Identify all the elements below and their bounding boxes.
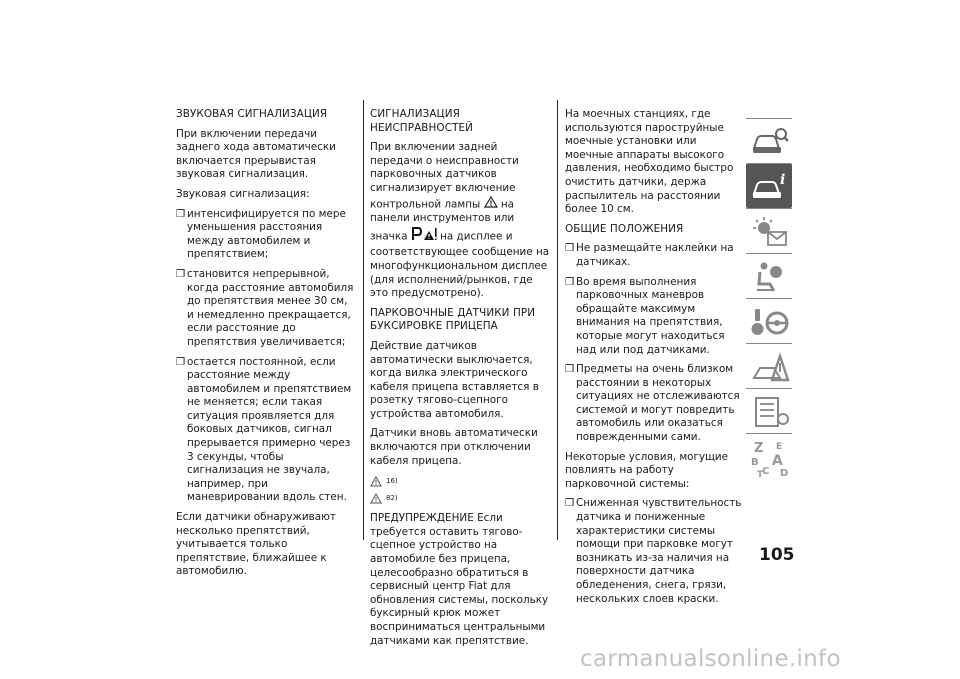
column-3 (565, 108, 745, 612)
heading-general: ОБЩИЕ ПОЛОЖЕНИЯ (565, 222, 684, 235)
paragraph: Датчики вновь автоматически включаются при отключении кабеля прицепа. (370, 427, 538, 467)
tab-emergency[interactable] (746, 343, 792, 388)
paragraph: Звуковая сигнализация: (176, 187, 310, 200)
list-item: ❒ остается постоянной, если расстояние между автомобилем и препятствием не меняется; если такая ситуация проявляется для боковых датчиков, сигнал прерывается примерно через 3 секунды, чтобы сигнализация не звучала, например, при маневрировании вдоль стен. (176, 355, 352, 504)
bullet-box-icon: ❒ (565, 275, 575, 288)
warning-triangle-icon (370, 493, 382, 504)
tab-safety[interactable] (746, 253, 792, 298)
steering-key-icon (750, 305, 790, 339)
page-number: 105 (759, 545, 795, 565)
tab-car-search[interactable] (746, 118, 792, 163)
column-divider-1 (363, 100, 364, 540)
chapter-sidebar (746, 118, 792, 536)
bullet-box-icon: ❒ (565, 242, 575, 255)
list-item: ❒ Во время выполнения парковочных маневров обращайте максимум внимания на препятствия, которые могут находиться над или под датчиками. (565, 275, 725, 356)
column-divider-2 (557, 100, 558, 540)
parking-sensor-fault-icon (411, 226, 437, 247)
svg-text:Z: Z (754, 441, 764, 456)
paragraph: При включении передачи заднего хода автоматически включается прерывистая звуковая сигнализация. (176, 127, 336, 181)
bullet-box-icon: ❒ (176, 267, 186, 280)
tab-warning-lights[interactable] (746, 208, 792, 253)
column-1 (176, 108, 356, 585)
roadside-triangle-icon (750, 350, 790, 384)
bullet-box-icon: ❒ (176, 355, 186, 368)
reference-note: 16) (370, 474, 550, 489)
bullet-box-icon: ❒ (176, 207, 186, 220)
paragraph: На моечных станциях, где используются пароструйные моечные установки или моечные аппараты высокого давления, необходимо быстро очистить датчики, держа распылитель на расстоянии более 10 см. (565, 108, 734, 216)
svg-text:D: D (780, 468, 789, 478)
watermark: carmanualsonline.info (580, 646, 841, 672)
svg-text:i: i (780, 172, 786, 188)
svg-text:T: T (757, 470, 764, 478)
paragraph: Действие датчиков автоматически выключается, когда вилка электрического кабеля прицепа вставляется в розетку тягово-сцепного устройства автомобиля. (370, 339, 539, 420)
alphabet-index-icon (750, 440, 790, 478)
bullet-box-icon: ❒ (565, 363, 575, 376)
car-search-icon (750, 125, 790, 159)
list-item: ❒ интенсифицируется по мере уменьшения расстояния между автомобилем и препятствием; (176, 207, 346, 261)
list-item: ❒ Сниженная чувствительность датчика и пониженные характеристики системы помощи при парковке могут возникать из-за наличия на поверхности датчика обледенения, снега, грязи, нескольких слоев краски. (565, 497, 742, 605)
list-item: ❒ Предметы на очень близком расстоянии в некоторых ситуациях не отслеживаются системой и могут повредить автомобиль или оказаться поврежденными сами. (565, 363, 740, 444)
svg-text:A: A (772, 453, 783, 469)
paragraph: Если датчики обнаруживают несколько препятствий, учитывается только препятствие, ближайшее к автомобилю. (176, 511, 336, 578)
warning-triangle-icon (370, 476, 382, 487)
paragraph-warning: ПРЕДУПРЕЖДЕНИЕ Если требуется оставить тягово-сцепное устройство на автомобиле без прицепа, целесообразно обратиться в сервисный центр Fiat для обновления системы, поскольку буксирный крюк может восприниматься центральными датчиками как препятствие. (370, 512, 549, 647)
warning-triangle-icon (484, 196, 498, 213)
heading-fault-signal: СИГНАЛИЗАЦИЯ НЕИСПРАВНОСТЕЙ (370, 108, 474, 134)
heading-towing: ПАРКОВОЧНЫЕ ДАТЧИКИ ПРИ БУКСИРОВКЕ ПРИЦЕПА (370, 306, 536, 333)
svg-text:B: B (751, 457, 759, 468)
warning-light-icon (750, 215, 790, 249)
list-item: ❒ становится непрерывной, когда расстояние автомобиля до препятствия менее 30 см, и немедленно прекращается, если расстояние до препятствия увеличивается; (176, 267, 354, 348)
list-item: ❒ Не размещайте наклейки на датчиках. (565, 242, 734, 268)
maintenance-checklist-icon (750, 395, 790, 429)
tab-index[interactable] (746, 433, 792, 478)
car-info-icon (750, 170, 790, 204)
tab-starting-driving[interactable] (746, 298, 792, 343)
svg-text:C: C (762, 466, 770, 477)
heading-sound-signal: ЗВУКОВАЯ СИГНАЛИЗАЦИЯ (176, 108, 328, 120)
tab-maintenance[interactable] (746, 388, 792, 433)
paragraph-fault: При включении задней передачи о неисправности парковочных датчиков сигнализирует включение контрольной лампы на панели инструментов или значка на дисплее и соответствующее сообщение на многофункциональном дисплее (для исполнений/рынков, где это предусмотрено). (370, 141, 550, 300)
column-2 (370, 108, 550, 654)
bullet-box-icon: ❒ (565, 497, 575, 510)
reference-note: 82) (370, 491, 550, 506)
svg-text:E: E (776, 442, 783, 452)
tab-car-info[interactable] (746, 163, 792, 208)
paragraph: Некоторые условия, могущие повлиять на работу парковочной системы: (565, 450, 729, 490)
airbag-seat-icon (750, 260, 790, 294)
